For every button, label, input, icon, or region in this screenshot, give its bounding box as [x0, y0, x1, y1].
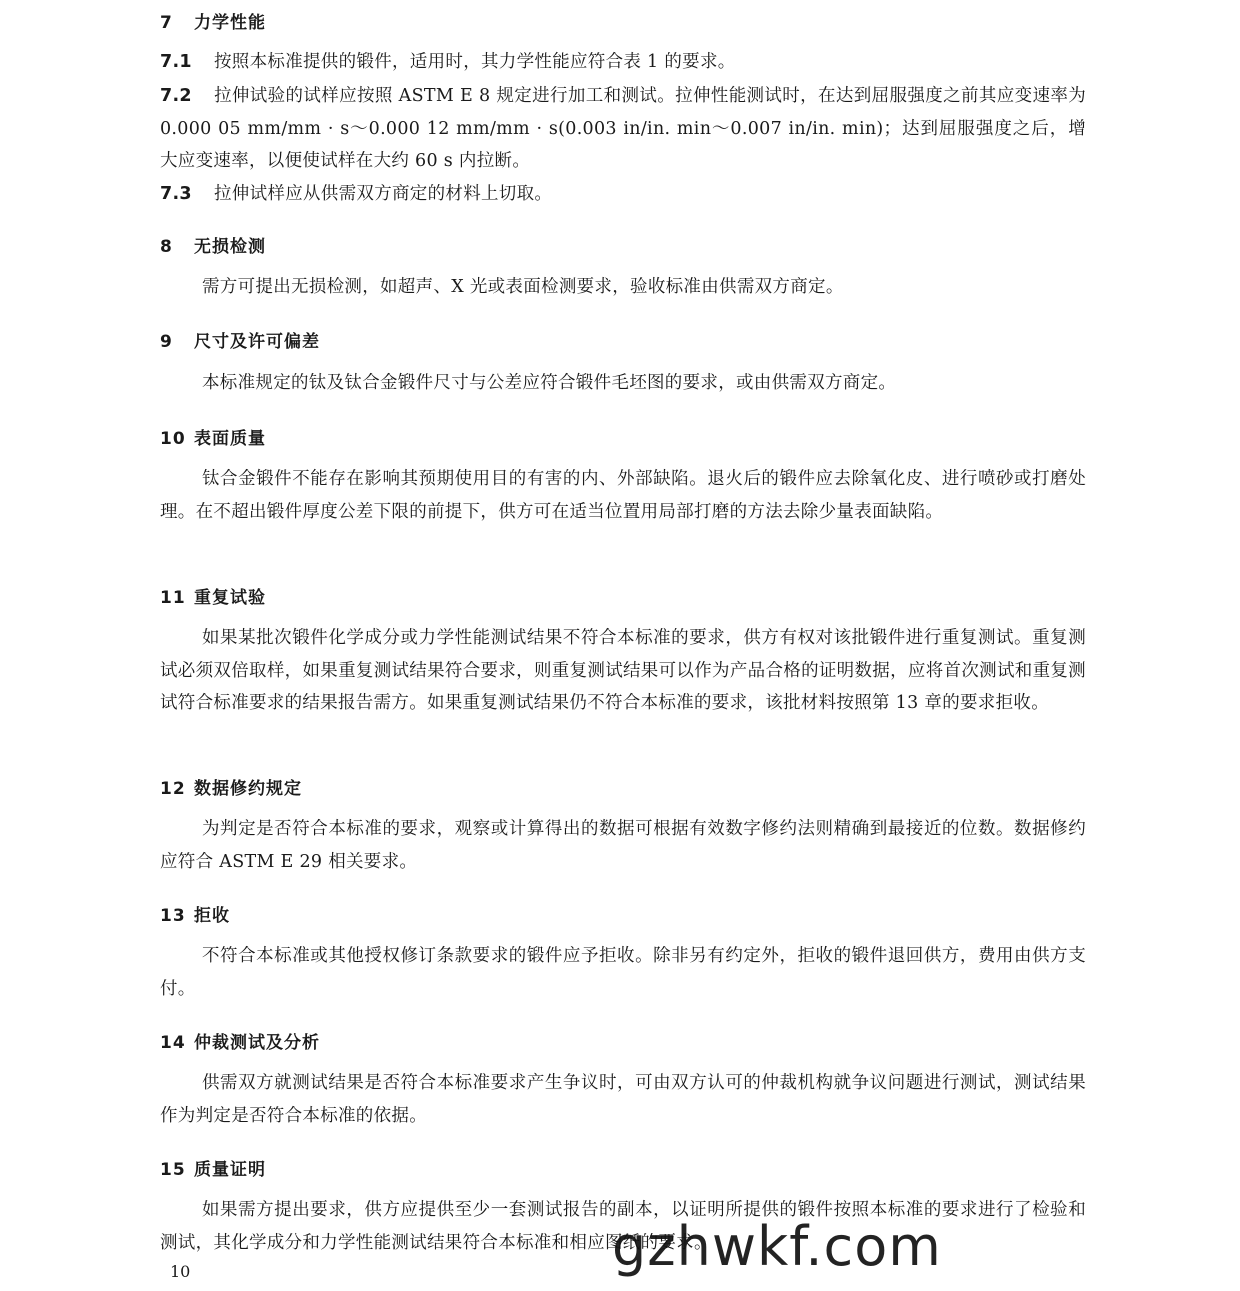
section-13-heading — [160, 901, 230, 926]
clause-text: 拉伸试验的试样应按照 ASTM E 8 规定进行加工和测试。拉伸性能测试时，在达到屈服强度之前其应变速率为 0.000 05 mm/mm · s～0.000 12 mm/mm · s(0.003 in/in. min～0.007 in/in. min)；达到屈服强度之后，增大应变速率，以便使试样在大约 60 s 内拉断。 — [160, 86, 1086, 171]
section-title: 质量证明 — [194, 1160, 266, 1180]
section-title: 仲裁测试及分析 — [194, 1033, 320, 1053]
section-12-text: 为判定是否符合本标准的要求，观察或计算得出的数据可根据有效数字修约法则精确到最接近的位数。数据修约应符合 ASTM E 29 相关要求。 — [160, 819, 1086, 872]
section-title: 无损检测 — [194, 237, 266, 257]
clause-text: 拉伸试样应从供需双方商定的材料上切取。 — [214, 184, 553, 204]
section-title: 重复试验 — [194, 588, 266, 608]
section-title: 拒收 — [194, 906, 230, 926]
section-number: 12 — [160, 779, 186, 799]
section-number: 9 — [160, 332, 173, 352]
section-number: 15 — [160, 1160, 186, 1180]
page-number: 10 — [170, 1262, 191, 1281]
section-11-heading — [160, 583, 266, 608]
clause-text: 按照本标准提供的锻件，适用时，其力学性能应符合表 1 的要求。 — [214, 52, 736, 72]
clause-number: 7.3 — [160, 184, 192, 204]
section-8-heading — [160, 232, 266, 257]
section-title: 表面质量 — [194, 429, 266, 449]
section-number: 14 — [160, 1033, 186, 1053]
clause-number: 7.1 — [160, 52, 192, 72]
section-8-text: 需方可提出无损检测，如超声、X 光或表面检测要求，验收标准由供需双方商定。 — [202, 277, 844, 297]
section-number: 13 — [160, 906, 186, 926]
section-14-text: 供需双方就测试结果是否符合本标准要求产生争议时，可由双方认可的仲裁机构就争议问题进行测试，测试结果作为判定是否符合本标准的依据。 — [160, 1073, 1086, 1126]
section-number: 10 — [160, 429, 186, 449]
section-title: 数据修约规定 — [194, 779, 302, 799]
section-13-text: 不符合本标准或其他授权修订条款要求的锻件应予拒收。除非另有约定外，拒收的锻件退回供方，费用由供方支付。 — [160, 946, 1086, 999]
section-9-text: 本标准规定的钛及钛合金锻件尺寸与公差应符合锻件毛坯图的要求，或由供需双方商定。 — [202, 373, 897, 393]
section-10-text: 钛合金锻件不能存在影响其预期使用目的有害的内、外部缺陷。退火后的锻件应去除氧化皮、进行喷砂或打磨处理。在不超出锻件厚度公差下限的前提下，供方可在适当位置用局部打磨的方法去除少量表面缺陷。 — [160, 469, 1086, 522]
clause-7-1 — [160, 46, 1086, 79]
section-title: 力学性能 — [194, 13, 266, 33]
section-7-heading — [160, 8, 266, 33]
section-title: 尺寸及许可偏差 — [194, 332, 320, 352]
section-9-heading — [160, 327, 320, 352]
clause-7-2 — [160, 80, 1086, 178]
section-14-heading — [160, 1028, 320, 1053]
section-number: 7 — [160, 13, 173, 33]
watermark: gzhwkf.com — [612, 1215, 942, 1278]
section-11-text: 如果某批次锻件化学成分或力学性能测试结果不符合本标准的要求，供方有权对该批锻件进行重复测试。重复测试必须双倍取样，如果重复测试结果符合要求，则重复测试结果可以作为产品合格的证明数据，应将首次测试和重复测试符合标准要求的结果报告需方。如果重复测试结果仍不符合本标准的要求，该批材料按照第 13 章的要求拒收。 — [160, 628, 1086, 713]
section-10-heading — [160, 424, 266, 449]
section-number: 11 — [160, 588, 186, 608]
clause-number: 7.2 — [160, 86, 192, 106]
section-12-heading — [160, 774, 302, 799]
section-15-heading — [160, 1155, 266, 1180]
clause-7-3 — [160, 178, 1086, 211]
section-15-text: 如果需方提出要求，供方应提供至少一套测试报告的副本，以证明所提供的锻件按照本标准的要求进行了检验和测试，其化学成分和力学性能测试结果符合本标准和相应图纸的要求。 — [160, 1200, 1086, 1253]
section-number: 8 — [160, 237, 173, 257]
